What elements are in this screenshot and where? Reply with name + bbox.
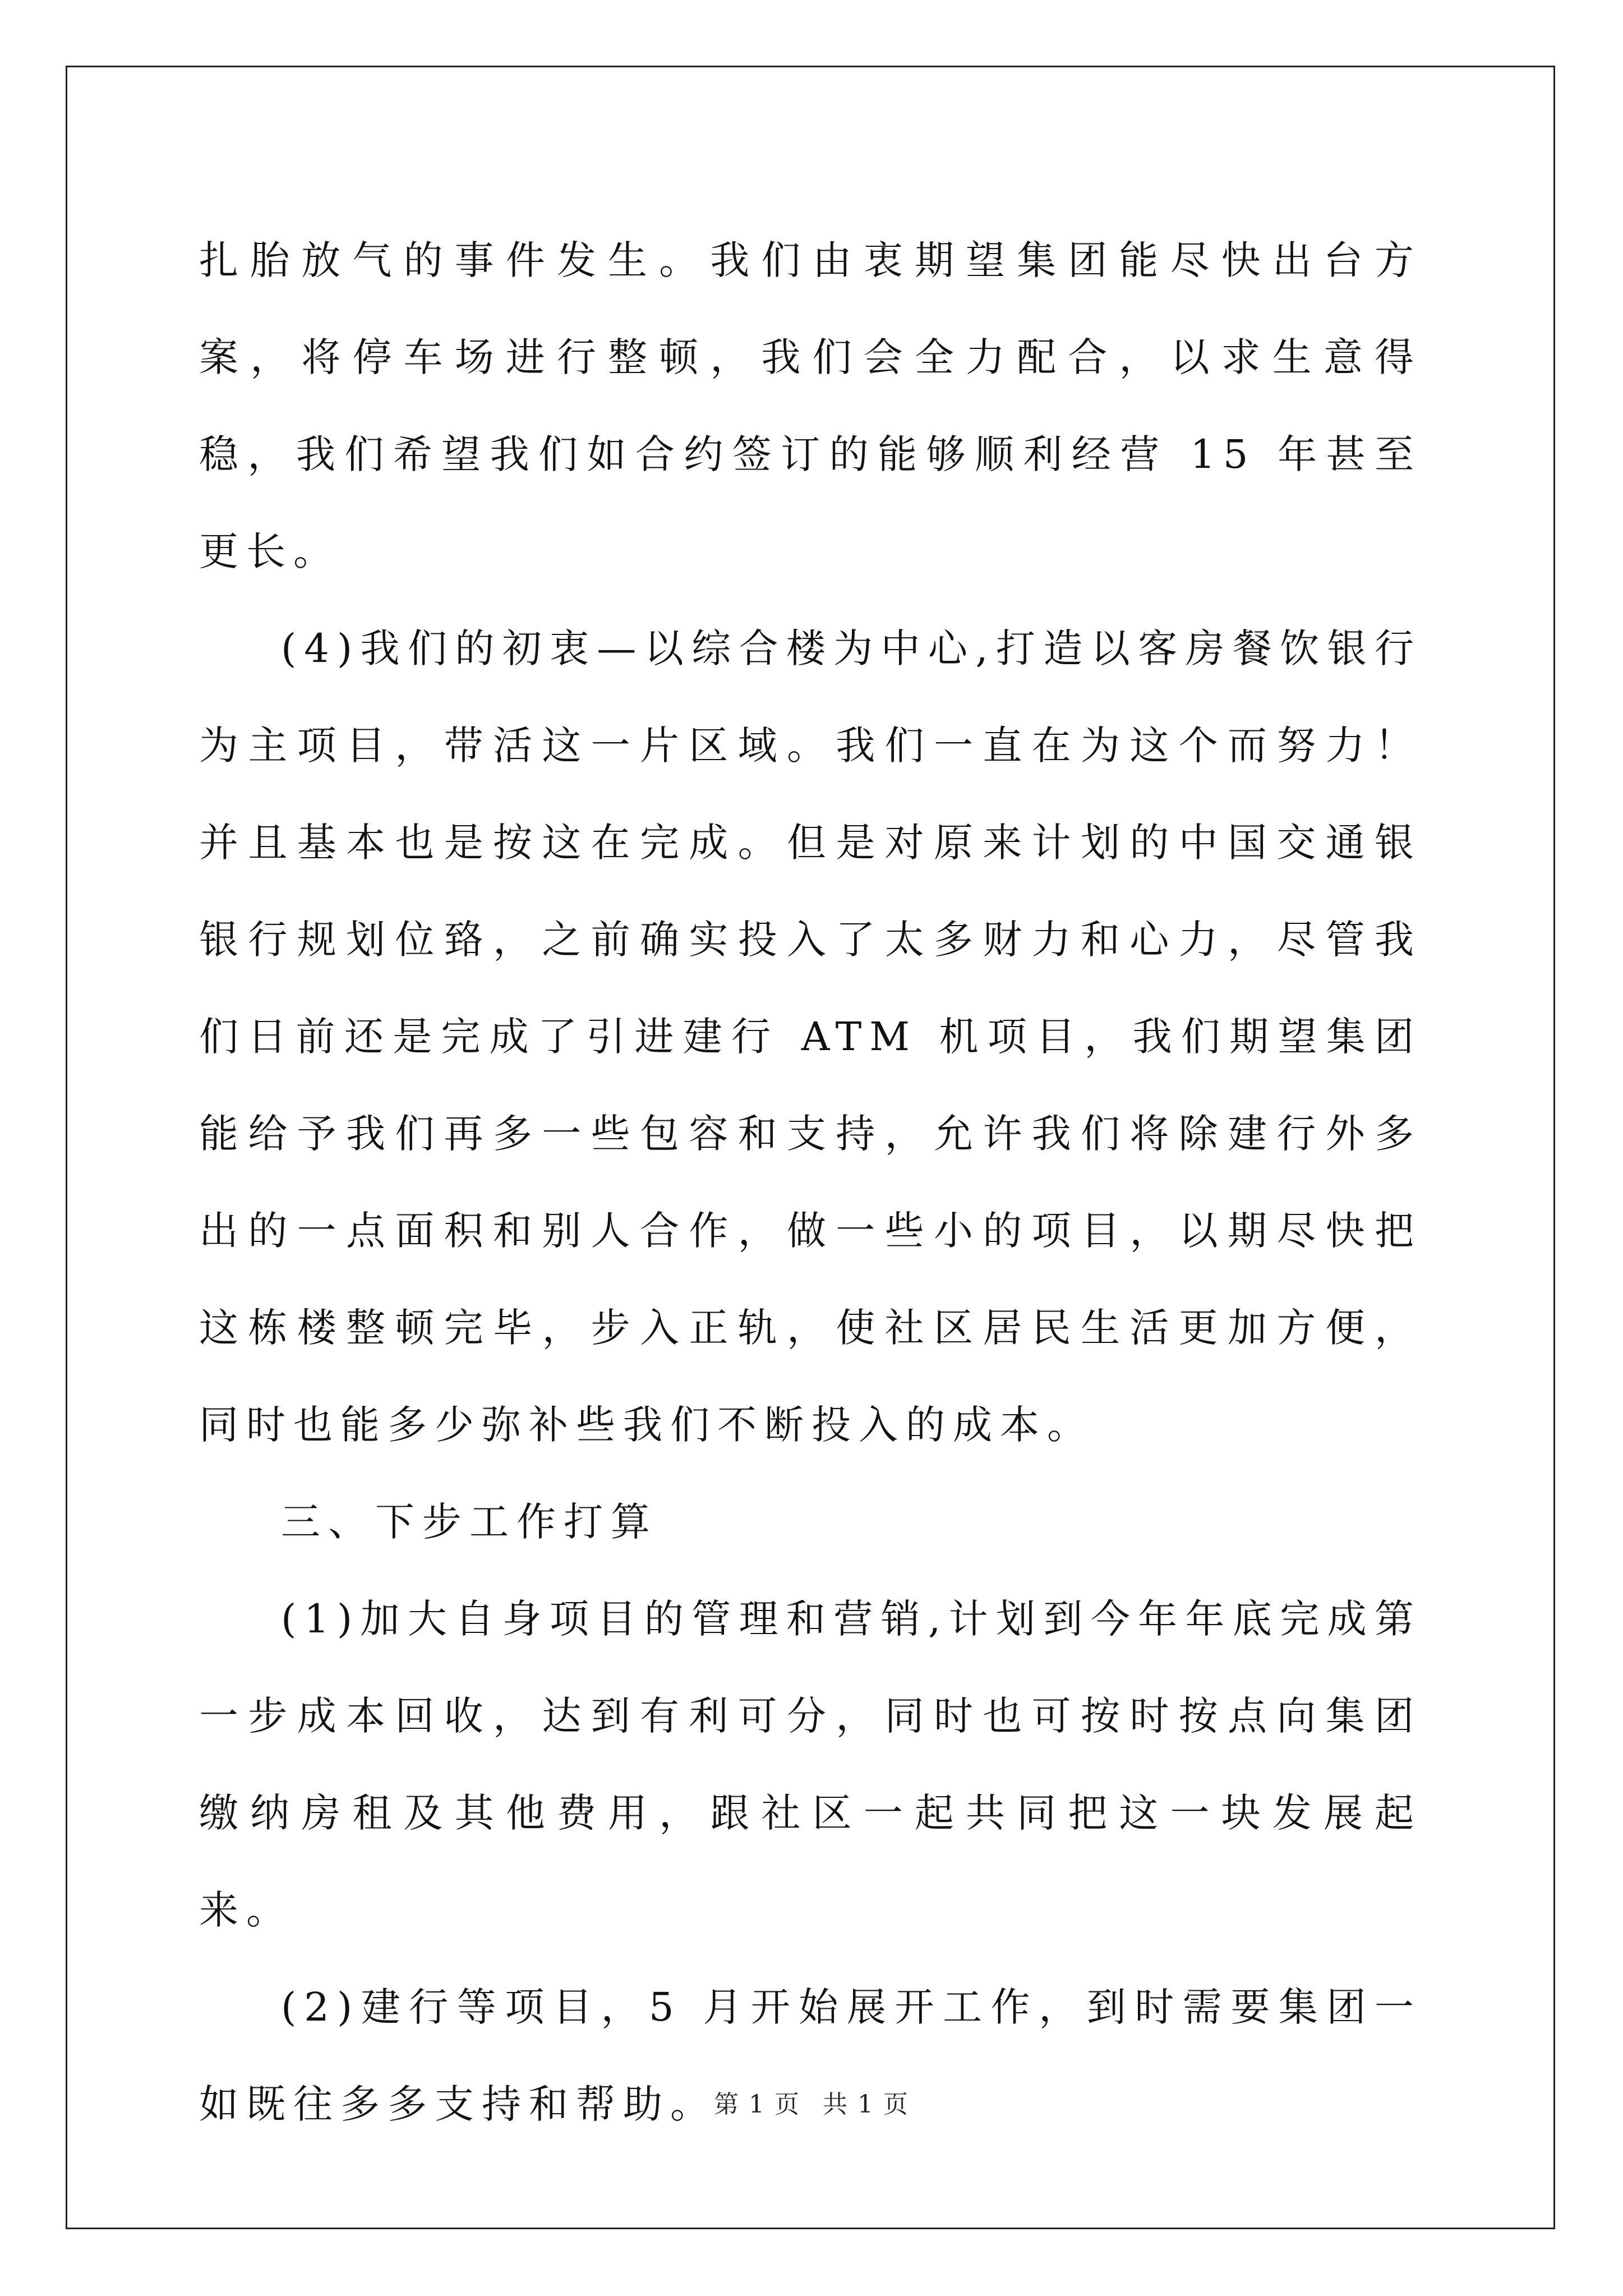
page-footer: [0, 2088, 1623, 2122]
total-pages: 共 1 页: [823, 2090, 909, 2119]
paragraph-3: (1)加大自身项目的管理和营销,计划到今年年底完成第一步成本回收，达到有利可分，同时也可按时按点向集团缴纳房租及其他费用，跟社区一起共同把这一块发展起来。: [199, 1596, 1422, 1933]
paragraph-4: (2)建行等项目，5 月开始展开工作，到时需要集团一如既往多多支持和帮助。: [199, 1984, 1422, 2127]
section-heading: 三、下步工作打算: [281, 1499, 658, 1545]
paragraph-1: 扎胎放气的事件发生。我们由衷期望集团能尽快出台方案，将停车场进行整顿，我们会全力配合，以求生意得稳，我们希望我们如合约签订的能够顺利经营 15 年甚至更长。: [199, 237, 1422, 574]
document-body: [199, 212, 1422, 2153]
page-number: 第 1 页: [714, 2090, 800, 2119]
paragraph-2: (4)我们的初衷—以综合楼为中心,打造以客房餐饮银行为主项目，带活这一片区域。我们一直在为这个而努力！并且基本也是按这在完成。但是对原来计划的中国交通银银行规划位臵，之前确实投入了太多财力和心力，尽管我们日前还是完成了引进建行 ATM 机项目，我们期望集团能给予我们再多一些包容和支持，允许我们将除建行外多出的一点面积和别人合作，做一些小的项目，以期尽快把这栋楼整顿完毕，步入正轨，使社区居民生活更加方便，同时也能多少弥补些我们不断投入的成本。: [199, 625, 1422, 1448]
